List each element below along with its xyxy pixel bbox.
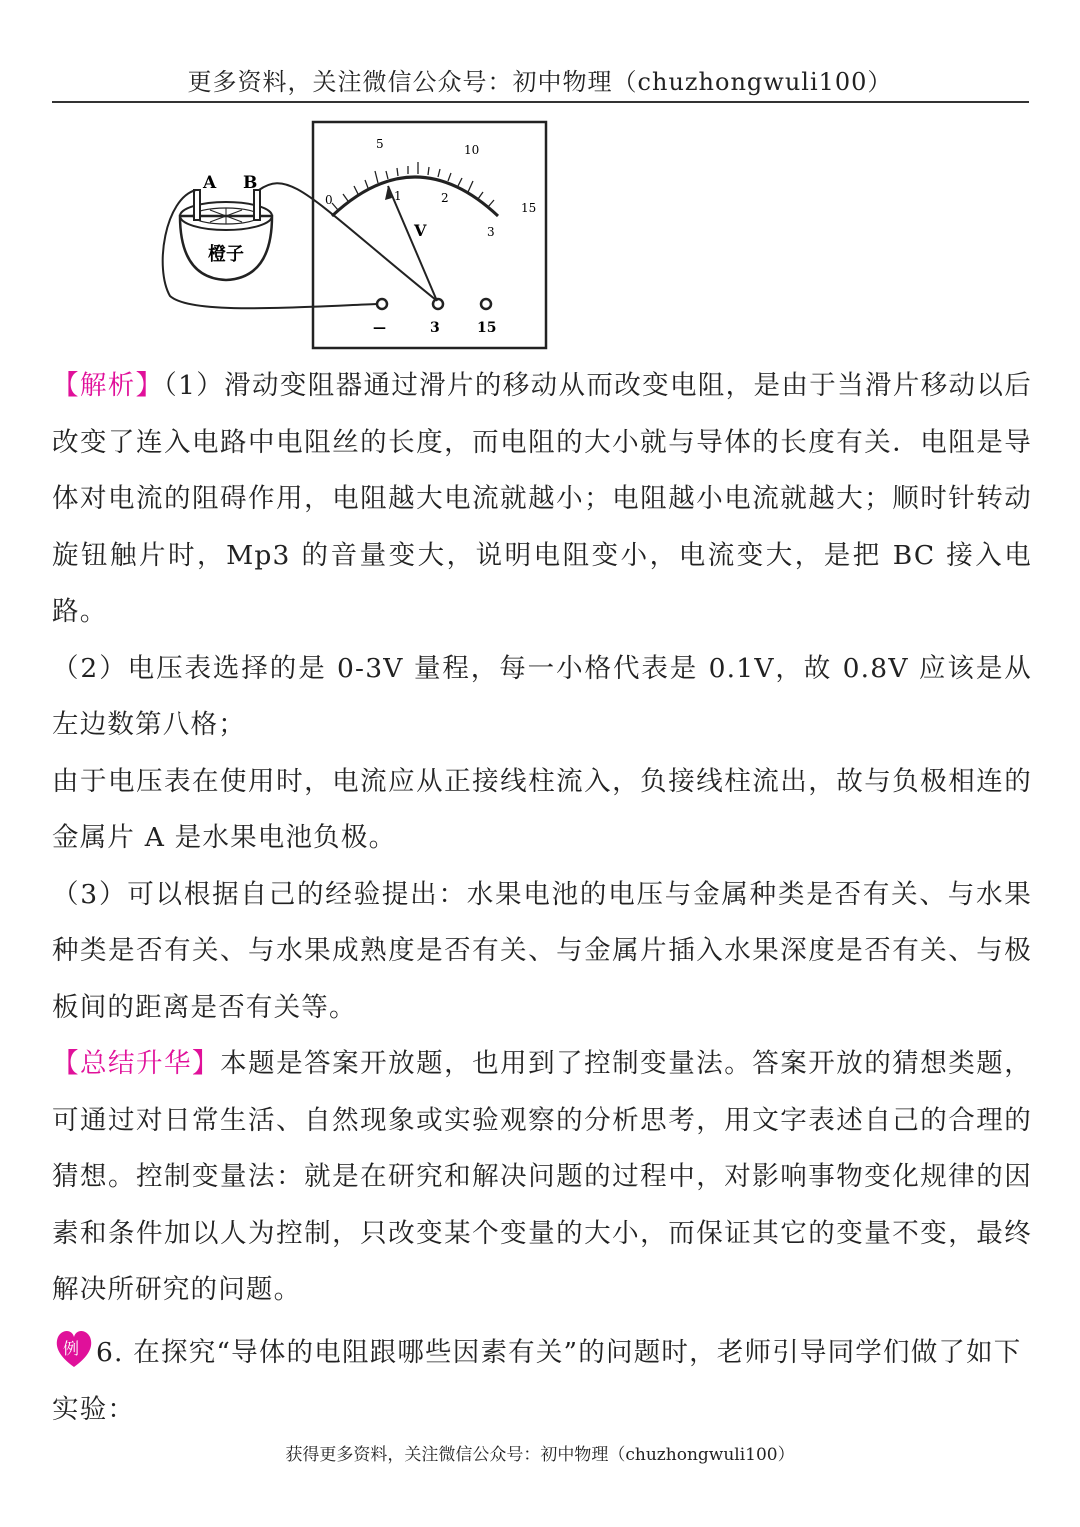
example-question: 6. 在探究“导体的电阻跟哪些因素有关”的问题时，老师引导同学们做了如下实验： <box>52 1337 1022 1425</box>
page-header: 更多资料，关注微信公众号：初中物理（chuzhongwuli100） <box>187 68 893 96</box>
summary-tag: 【总结升华】 <box>52 1048 221 1079</box>
scale-label-bottom-2: 2 <box>441 191 449 205</box>
analysis-paragraph-1 <box>52 358 1032 641</box>
label-orange: 橙子 <box>208 244 244 265</box>
analysis-text-1: （1）滑动变阻器通过滑片的移动从而改变电阻，是由于当滑片移动以后改变了连入电路中电阻丝的长度，而电阻的大小就与导体的长度有关．电阻是导体对电流的阻碍作用，电阻越大电流就越小；电阻越小电流就越大；顺时针转动旋钮触片时，Mp3 的音量变大，说明电阻变小，电流变大，是把 BC 接入电路。 <box>52 370 1032 627</box>
scale-label-top-10: 10 <box>464 143 480 157</box>
metal-plate-b <box>254 190 260 220</box>
terminal-label-negative: — <box>373 321 386 336</box>
voltmeter-ticks <box>332 162 494 210</box>
summary-paragraph <box>52 1036 1032 1319</box>
analysis-tag: 【解析】 <box>52 370 164 401</box>
scale-label-top-15: 15 <box>521 201 537 215</box>
page-footer: 获得更多资料，关注微信公众号：初中物理（chuzhongwuli100） <box>285 1445 795 1465</box>
scale-label-top-5: 5 <box>376 137 384 151</box>
label-terminal-b: B <box>243 173 258 193</box>
analysis-paragraph-3: 由于电压表在使用时，电流应从正接线柱流入，负接线柱流出，故与负极相连的金属片 A 是水果电池负极。 <box>52 765 1032 853</box>
voltmeter-frame <box>313 122 546 348</box>
example-section <box>52 1325 1032 1438</box>
analysis-paragraph-4: （3）可以根据自己的经验提出：水果电池的电压与金属种类是否有关、与水果种类是否有关、与水果成熟度是否有关、与金属片插入水果深度是否有关、与极板间的距离是否有关等。 <box>52 878 1032 1023</box>
label-terminal-a: A <box>203 173 217 193</box>
terminal-negative <box>377 299 387 309</box>
summary-text: 本题是答案开放题，也用到了控制变量法。答案开放的猜想类题，可通过对日常生活、自然现象或实验观察的分析思考，用文字表述自己的合理的猜想。控制变量法：就是在研究和解决问题的过程中，对影响事物变化规律的因素和条件加以人为控制，只改变某个变量的大小，而保证其它的变量不变，最终解决所研究的问题。 <box>52 1048 1032 1305</box>
analysis-section <box>52 358 1032 1319</box>
scale-label-bottom-3: 3 <box>487 225 495 239</box>
terminal-15v <box>481 299 491 309</box>
analysis-paragraph-2: （2）电压表选择的是 0-3V 量程，每一小格代表是 0.1V，故 0.8V 应该是从左边数第八格； <box>52 652 1032 740</box>
terminal-label-3: 3 <box>430 320 440 336</box>
header-divider <box>52 101 1029 103</box>
scale-label-bottom-1: 1 <box>394 189 402 203</box>
voltmeter-needle <box>388 186 437 301</box>
terminal-label-15: 15 <box>477 320 497 336</box>
metal-plate-a <box>194 190 200 220</box>
example-badge-icon <box>52 1327 96 1371</box>
scale-label-top-0: 0 <box>325 193 333 207</box>
terminal-3v <box>433 299 443 309</box>
fruit-battery-voltmeter-figure <box>160 118 550 350</box>
example-badge-label: 例 <box>63 1339 81 1358</box>
voltmeter-unit-label: V <box>414 221 427 240</box>
voltmeter-scale-arc <box>332 177 498 216</box>
